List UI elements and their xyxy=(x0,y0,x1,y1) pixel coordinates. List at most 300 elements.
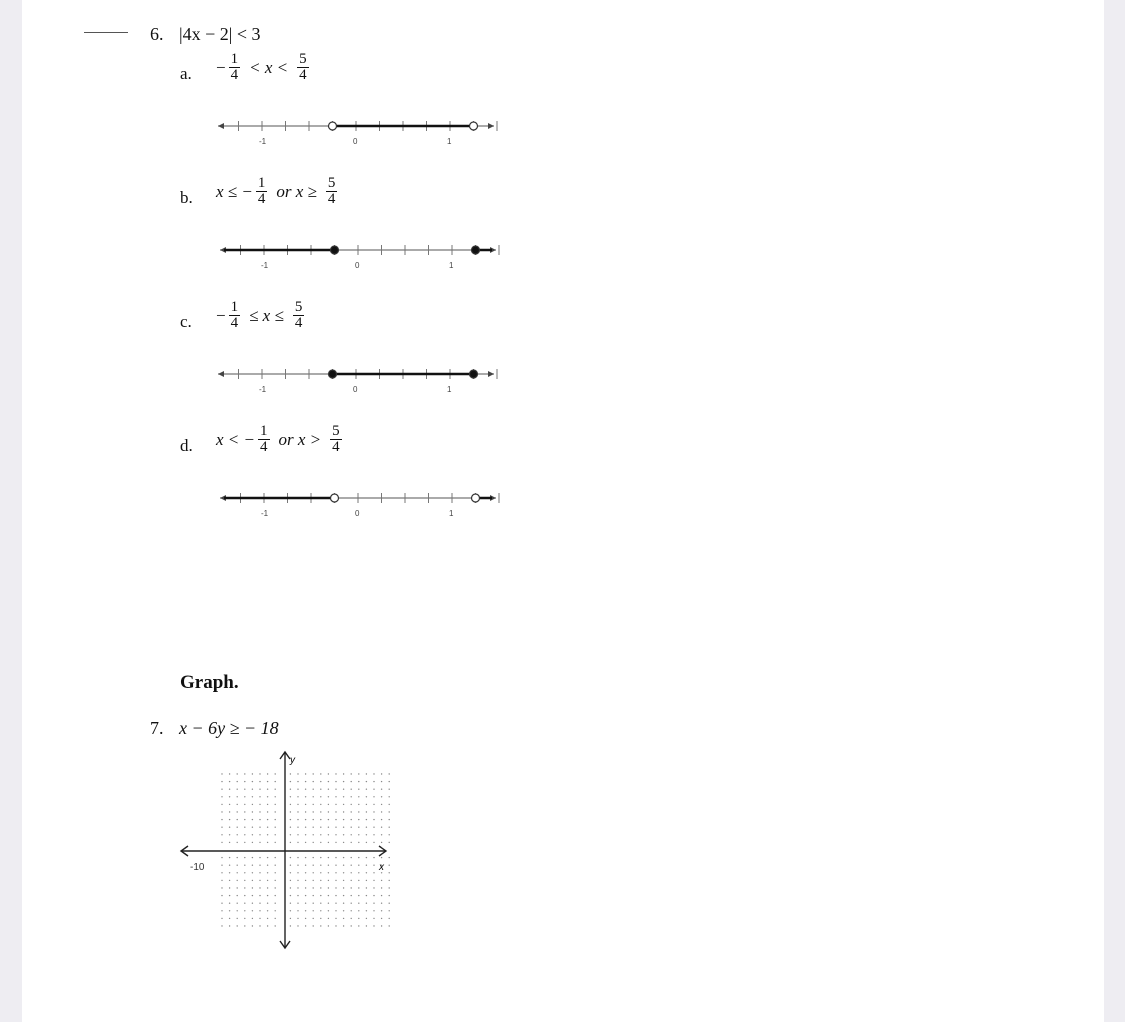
grid-dot xyxy=(320,819,321,820)
closed-endpoint xyxy=(472,246,480,254)
grid-dot xyxy=(381,895,382,896)
grid-dot xyxy=(320,796,321,797)
grid-dot xyxy=(351,865,352,866)
grid-dot xyxy=(313,842,314,843)
grid-dot xyxy=(366,865,367,866)
grid-dot xyxy=(343,819,344,820)
grid-dot xyxy=(373,819,374,820)
grid-dot xyxy=(328,865,329,866)
grid-dot xyxy=(297,796,298,797)
grid-dot xyxy=(389,834,390,835)
grid-dot xyxy=(252,865,253,866)
grid-dot xyxy=(252,880,253,881)
grid-dot xyxy=(358,910,359,911)
grid-dot xyxy=(237,895,238,896)
grid-dot xyxy=(290,880,291,881)
grid-dot xyxy=(313,781,314,782)
grid-dot xyxy=(275,842,276,843)
grid-dot xyxy=(389,773,390,774)
grid-dot xyxy=(244,925,245,926)
grid-dot xyxy=(381,834,382,835)
tick-label: -1 xyxy=(259,137,267,146)
grid-dot xyxy=(305,789,306,790)
grid-dot xyxy=(267,895,268,896)
grid-dot xyxy=(381,910,382,911)
grid-dot xyxy=(229,834,230,835)
grid-dot xyxy=(267,773,268,774)
grid-dot xyxy=(259,834,260,835)
grid-dot xyxy=(229,789,230,790)
grid-dot xyxy=(389,910,390,911)
grid-dot xyxy=(229,827,230,828)
grid-dot xyxy=(290,903,291,904)
grid-dot xyxy=(366,811,367,812)
grid-dot xyxy=(237,827,238,828)
grid-dot xyxy=(297,918,298,919)
fraction-one-fourth: $\frac{1}{4}$ xyxy=(257,175,266,207)
grid-dot xyxy=(358,789,359,790)
grid-dot xyxy=(320,827,321,828)
grid-dot xyxy=(252,857,253,858)
grid-dot xyxy=(267,872,268,873)
grid-dot xyxy=(290,857,291,858)
grid-dot xyxy=(328,819,329,820)
grid-dot xyxy=(237,925,238,926)
grid-dot xyxy=(328,834,329,835)
grid-dot xyxy=(351,895,352,896)
grid-dot xyxy=(252,895,253,896)
grid-dot xyxy=(237,918,238,919)
grid-dot xyxy=(267,789,268,790)
grid-dot xyxy=(335,872,336,873)
grid-dot xyxy=(381,925,382,926)
grid-dot xyxy=(252,773,253,774)
grid-dot xyxy=(389,827,390,828)
grid-dot xyxy=(221,887,222,888)
grid-dot xyxy=(267,819,268,820)
grid-dot xyxy=(328,903,329,904)
grid-dot xyxy=(335,796,336,797)
grid-dot xyxy=(320,872,321,873)
grid-dot xyxy=(389,781,390,782)
grid-dot xyxy=(389,895,390,896)
grid-dot xyxy=(366,827,367,828)
grid-dot xyxy=(221,819,222,820)
grid-dot xyxy=(313,925,314,926)
grid-dot xyxy=(252,872,253,873)
right-arrow xyxy=(488,371,494,377)
grid-dot xyxy=(335,827,336,828)
grid-dot xyxy=(275,895,276,896)
grid-dot xyxy=(373,827,374,828)
grid-dot xyxy=(229,857,230,858)
grid-dot xyxy=(366,895,367,896)
grid-dot xyxy=(244,819,245,820)
grid-dot xyxy=(343,918,344,919)
grid-dot xyxy=(259,781,260,782)
right-arrow xyxy=(488,123,494,129)
grid-dot xyxy=(244,834,245,835)
grid-dot xyxy=(267,811,268,812)
grid-dot xyxy=(221,789,222,790)
tick-label: 0 xyxy=(355,261,360,270)
grid-dot xyxy=(221,796,222,797)
relation-text: or x > xyxy=(278,429,322,449)
grid-dot xyxy=(389,804,390,805)
grid-dot xyxy=(358,834,359,835)
grid-dot xyxy=(229,842,230,843)
grid-dot xyxy=(290,865,291,866)
grid-dot xyxy=(351,834,352,835)
grid-dot xyxy=(259,925,260,926)
grid-dot xyxy=(237,811,238,812)
grid-dot xyxy=(320,903,321,904)
grid-dot xyxy=(373,880,374,881)
grid-dot xyxy=(328,827,329,828)
grid-dot xyxy=(366,773,367,774)
grid-dot xyxy=(343,827,344,828)
grid-dot xyxy=(351,781,352,782)
grid-dot xyxy=(275,880,276,881)
grid-dot xyxy=(328,895,329,896)
grid-dot xyxy=(275,796,276,797)
relation-text: < x < xyxy=(249,57,289,77)
grid-dot xyxy=(305,819,306,820)
grid-dot xyxy=(389,796,390,797)
grid-dot xyxy=(221,811,222,812)
grid-dot xyxy=(335,811,336,812)
option-b-expression xyxy=(216,176,340,207)
question-6-number: 6. xyxy=(150,24,164,44)
grid-dot xyxy=(328,773,329,774)
grid-dot xyxy=(335,865,336,866)
grid-dot xyxy=(267,880,268,881)
grid-dot xyxy=(366,903,367,904)
grid-dot xyxy=(366,819,367,820)
grid-dot xyxy=(252,819,253,820)
grid-dot xyxy=(373,872,374,873)
grid-dot xyxy=(221,781,222,782)
grid-dot xyxy=(221,918,222,919)
grid-dot xyxy=(313,811,314,812)
grid-dot xyxy=(305,880,306,881)
grid-dot xyxy=(267,925,268,926)
grid-dot xyxy=(297,925,298,926)
grid-dot xyxy=(381,819,382,820)
grid-dot xyxy=(335,804,336,805)
option-a-letter: a. xyxy=(180,64,192,83)
grid-dot xyxy=(221,827,222,828)
relation-text: x < − xyxy=(216,429,255,449)
grid-dot xyxy=(320,880,321,881)
grid-dot xyxy=(335,819,336,820)
grid-dot xyxy=(259,811,260,812)
grid-dot xyxy=(328,842,329,843)
grid-dot xyxy=(335,918,336,919)
grid-dot xyxy=(366,857,367,858)
fraction-five-fourths: $\frac{5}{4}$ xyxy=(299,51,307,83)
option-b-letter: b. xyxy=(180,188,193,207)
grid-dot xyxy=(335,834,336,835)
grid-dot xyxy=(328,857,329,858)
grid-dot xyxy=(320,842,321,843)
grid-dot xyxy=(313,903,314,904)
grid-dot xyxy=(237,819,238,820)
grid-dot xyxy=(252,796,253,797)
tick-label: 0 xyxy=(353,137,358,146)
number-line-a xyxy=(212,112,502,148)
grid-dot xyxy=(267,781,268,782)
open-endpoint xyxy=(331,494,339,502)
grid-dot xyxy=(290,925,291,926)
grid-dot xyxy=(237,880,238,881)
grid-dot xyxy=(297,910,298,911)
grid-dot xyxy=(305,872,306,873)
grid-dot xyxy=(259,857,260,858)
grid-dot xyxy=(373,910,374,911)
grid-dot xyxy=(381,857,382,858)
grid-dot xyxy=(305,804,306,805)
grid-dot xyxy=(229,773,230,774)
grid-dot xyxy=(358,887,359,888)
grid-dot xyxy=(351,857,352,858)
grid-dot xyxy=(275,773,276,774)
section-heading: Graph. xyxy=(180,672,239,693)
grid-dot xyxy=(229,910,230,911)
grid-dot xyxy=(267,804,268,805)
grid-dot xyxy=(358,811,359,812)
grid-dot xyxy=(305,910,306,911)
closed-endpoint xyxy=(329,370,337,378)
grid-dot xyxy=(313,834,314,835)
grid-dot xyxy=(297,872,298,873)
grid-dot xyxy=(313,773,314,774)
grid-dot xyxy=(259,827,260,828)
grid-dot xyxy=(351,811,352,812)
grid-dot xyxy=(221,865,222,866)
x-tick-label: -10 xyxy=(190,862,205,873)
grid-dot xyxy=(358,781,359,782)
grid-dot xyxy=(373,865,374,866)
grid-dot xyxy=(358,872,359,873)
grid-dot xyxy=(237,796,238,797)
grid-dot xyxy=(252,918,253,919)
open-endpoint xyxy=(470,122,478,130)
grid-dot xyxy=(389,857,390,858)
grid-dot xyxy=(313,880,314,881)
tick-label: 1 xyxy=(447,385,452,394)
grid-dot xyxy=(381,880,382,881)
grid-dot xyxy=(297,773,298,774)
grid-dot xyxy=(244,857,245,858)
grid-dot xyxy=(351,827,352,828)
grid-dot xyxy=(343,773,344,774)
grid-dot xyxy=(343,796,344,797)
grid-dot xyxy=(313,827,314,828)
grid-dot xyxy=(373,796,374,797)
grid-dot xyxy=(328,880,329,881)
tick-label: 0 xyxy=(353,385,358,394)
grid-dot xyxy=(275,804,276,805)
grid-dot xyxy=(320,857,321,858)
grid-dot xyxy=(297,887,298,888)
tick-label: 1 xyxy=(449,509,454,518)
grid-dot xyxy=(290,910,291,911)
grid-dot xyxy=(229,811,230,812)
grid-dot xyxy=(366,918,367,919)
grid-dot xyxy=(252,781,253,782)
tick-label: 1 xyxy=(447,137,452,146)
grid-dot xyxy=(259,804,260,805)
grid-dot xyxy=(343,872,344,873)
grid-dot xyxy=(229,895,230,896)
grid-dot xyxy=(313,895,314,896)
grid-dot xyxy=(389,880,390,881)
grid-dot xyxy=(259,819,260,820)
grid-dot xyxy=(275,781,276,782)
grid-dot xyxy=(335,925,336,926)
grid-dot xyxy=(313,910,314,911)
fraction-one-fourth: $\frac{1}{4}$ xyxy=(230,51,239,83)
grid-dot xyxy=(221,895,222,896)
grid-dot xyxy=(313,857,314,858)
tick-label: -1 xyxy=(261,509,269,518)
grid-dot xyxy=(389,842,390,843)
grid-dot xyxy=(244,789,245,790)
minus-sign: − xyxy=(216,57,226,77)
grid-dot xyxy=(351,903,352,904)
relation-text: x ≤ − xyxy=(216,181,253,201)
grid-dot xyxy=(343,880,344,881)
grid-dot xyxy=(252,811,253,812)
grid-dot xyxy=(351,910,352,911)
grid-dot xyxy=(229,872,230,873)
grid-dot xyxy=(275,827,276,828)
grid-dot xyxy=(389,903,390,904)
grid-dot xyxy=(343,903,344,904)
relation-text: ≤ x ≤ xyxy=(249,305,284,325)
grid-dot xyxy=(252,834,253,835)
grid-dot xyxy=(328,781,329,782)
grid-dot xyxy=(297,819,298,820)
grid-dot xyxy=(252,789,253,790)
grid-dot xyxy=(275,811,276,812)
grid-dot xyxy=(290,827,291,828)
grid-dot xyxy=(373,895,374,896)
grid-dot xyxy=(275,887,276,888)
grid-dot xyxy=(358,827,359,828)
grid-dot xyxy=(358,918,359,919)
option-d-letter: d. xyxy=(180,436,193,455)
grid-dot xyxy=(297,789,298,790)
grid-dot xyxy=(305,918,306,919)
grid-dot xyxy=(358,819,359,820)
grid-dot xyxy=(259,895,260,896)
grid-dot xyxy=(335,903,336,904)
grid-dot xyxy=(252,842,253,843)
grid-dot xyxy=(351,842,352,843)
grid-dot xyxy=(229,918,230,919)
grid-dot xyxy=(373,781,374,782)
grid-dot xyxy=(244,865,245,866)
x-axis-label: x xyxy=(379,862,384,873)
grid-dot xyxy=(351,887,352,888)
grid-dot xyxy=(381,804,382,805)
fraction-five-fourths: $\frac{5}{4}$ xyxy=(294,299,303,331)
grid-dot xyxy=(275,819,276,820)
grid-dot xyxy=(373,804,374,805)
question-7-number: 7. xyxy=(150,718,164,738)
grid-dot xyxy=(389,925,390,926)
grid-dot xyxy=(244,903,245,904)
grid-dot xyxy=(373,842,374,843)
grid-dot xyxy=(366,925,367,926)
grid-dot xyxy=(320,925,321,926)
number-line-c xyxy=(212,360,502,396)
grid-dot xyxy=(259,887,260,888)
question-7-inequality: x − 6y ≥ − 18 xyxy=(179,718,279,738)
grid-dot xyxy=(290,918,291,919)
grid-dot xyxy=(343,857,344,858)
tick-label: 0 xyxy=(355,509,360,518)
grid-dot xyxy=(221,925,222,926)
answer-blank[interactable] xyxy=(84,32,128,33)
grid-dot xyxy=(389,872,390,873)
grid-dot xyxy=(244,827,245,828)
grid-dot xyxy=(229,796,230,797)
grid-dot xyxy=(221,872,222,873)
grid-dot xyxy=(343,865,344,866)
coordinate-grid[interactable] xyxy=(176,748,396,953)
grid-dot xyxy=(244,811,245,812)
grid-dot xyxy=(290,842,291,843)
grid-dot xyxy=(267,918,268,919)
grid-dot xyxy=(305,773,306,774)
grid-dot xyxy=(290,887,291,888)
grid-dot xyxy=(328,789,329,790)
grid-dot xyxy=(290,895,291,896)
grid-dot xyxy=(244,781,245,782)
grid-dot xyxy=(313,789,314,790)
grid-dot xyxy=(237,804,238,805)
grid-dot xyxy=(275,865,276,866)
grid-dot xyxy=(267,887,268,888)
grid-dot xyxy=(252,903,253,904)
grid-dot xyxy=(221,880,222,881)
grid-dot xyxy=(252,804,253,805)
grid-dot xyxy=(373,811,374,812)
grid-dot xyxy=(297,857,298,858)
grid-dot xyxy=(259,796,260,797)
grid-dot xyxy=(229,887,230,888)
grid-dot xyxy=(313,872,314,873)
grid-dot xyxy=(335,842,336,843)
grid-dot xyxy=(221,910,222,911)
grid-dot xyxy=(252,925,253,926)
grid-dot xyxy=(373,925,374,926)
grid-dot xyxy=(305,887,306,888)
tick-label: -1 xyxy=(259,385,267,394)
grid-dot xyxy=(244,887,245,888)
grid-dot xyxy=(221,903,222,904)
grid-dot xyxy=(373,834,374,835)
grid-dot xyxy=(252,910,253,911)
grid-dot xyxy=(275,857,276,858)
grid-dot xyxy=(343,804,344,805)
grid-dot xyxy=(351,872,352,873)
grid-dot xyxy=(320,865,321,866)
grid-dot xyxy=(305,781,306,782)
